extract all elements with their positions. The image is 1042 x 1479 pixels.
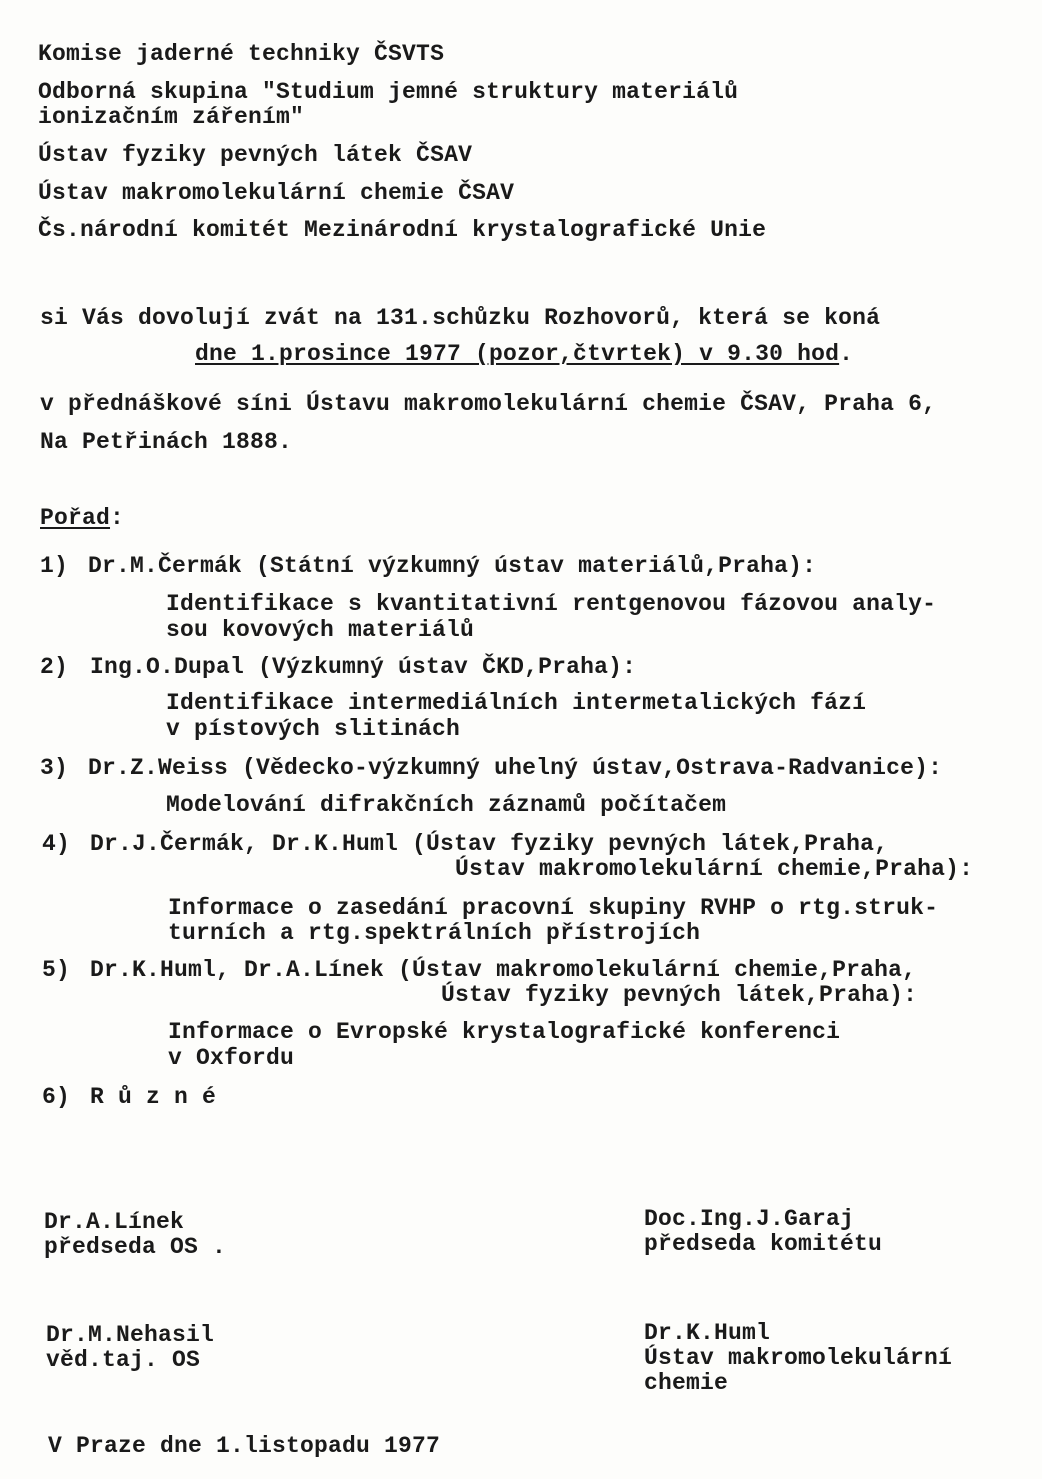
signature-name: Dr.K.Huml [644, 1320, 771, 1346]
signature-role: Ústav makromolekulární [644, 1345, 953, 1371]
program-heading-colon: : [110, 505, 125, 531]
program-item-speaker: Ústav makromolekulární chemie,Praha): [455, 856, 974, 882]
program-item-title: v Oxfordu [168, 1045, 295, 1071]
program-item-speaker: Dr.K.Huml, Dr.A.Línek (Ústav makromolekulární chemie,Praha, [90, 957, 917, 983]
program-item-number: 5) [42, 957, 71, 983]
invitation-line: si Vás dovolují zvát na 131.schůzku Rozhovorů, která se koná [40, 305, 881, 331]
program-item-number: 4) [42, 831, 71, 857]
meeting-address: Na Petřinách 1888. [40, 429, 293, 455]
organizer-line: Ústav makromolekulární chemie ČSAV [38, 180, 515, 206]
program-item-title: v pístových slitinách [166, 716, 461, 742]
program-item-speaker: Dr.Z.Weiss (Vědecko-výzkumný uhelný ústav,Ostrava-Radvanice): [88, 755, 943, 781]
signature-role: předseda OS . [44, 1234, 227, 1260]
program-item-speaker: Ing.O.Dupal (Výzkumný ústav ČKD,Praha): [90, 654, 637, 680]
program-item-speaker: Ústav fyziky pevných látek,Praha): [441, 982, 918, 1008]
organizer-line: ionizačním zářením" [38, 104, 305, 130]
organizer-line: Odborná skupina "Studium jemné struktury materiálů [38, 79, 739, 105]
organizer-line: Čs.národní komitét Mezinárodní krystalografické Unie [38, 217, 767, 243]
program-item-title: turních a rtg.spektrálních přístrojích [168, 920, 701, 946]
meeting-date-text: dne 1.prosince 1977 (pozor,čtvrtek) v 9.30 hod [195, 341, 840, 367]
signature-name: Doc.Ing.J.Garaj [644, 1206, 855, 1232]
program-item-speaker: R ů z n é [90, 1084, 217, 1110]
program-heading-text: Pořad [40, 505, 111, 531]
program-item-number: 1) [40, 553, 69, 579]
program-item-number: 6) [42, 1084, 71, 1110]
organizer-line: Ústav fyziky pevných látek ČSAV [38, 142, 473, 168]
place-date: V Praze dne 1.listopadu 1977 [48, 1433, 441, 1459]
meeting-place: v přednáškové síni Ústavu makromolekulární chemie ČSAV, Praha 6, [40, 391, 937, 417]
meeting-date [195, 343, 853, 366]
program-item-title: Identifikace s kvantitativní rentgenovou fázovou analy- [166, 591, 937, 617]
program-item-speaker: Dr.J.Čermák, Dr.K.Huml (Ústav fyziky pevných látek,Praha, [90, 831, 889, 857]
program-item-title: Informace o Evropské krystalografické konferenci [168, 1019, 841, 1045]
program-item-title: Informace o zasedání pracovní skupiny RVHP o rtg.struk- [168, 895, 939, 921]
program-item-title: Identifikace intermediálních intermetalických fází [166, 690, 867, 716]
signature-role: chemie [644, 1370, 729, 1396]
program-item-number: 3) [40, 755, 69, 781]
meeting-date-end: . [839, 341, 854, 367]
program-item-speaker: Dr.M.Čermák (Státní výzkumný ústav materiálů,Praha): [88, 553, 817, 579]
program-item-title: sou kovových materiálů [166, 617, 475, 643]
signature-role: věd.taj. OS [46, 1347, 201, 1373]
signature-name: Dr.A.Línek [44, 1209, 185, 1235]
program-item-number: 2) [40, 654, 69, 680]
program-heading [40, 507, 124, 530]
program-item-title: Modelování difrakčních záznamů počítačem [166, 792, 727, 818]
signature-role: předseda komitétu [644, 1231, 883, 1257]
organizer-line: Komise jaderné techniky ČSVTS [38, 41, 445, 67]
signature-name: Dr.M.Nehasil [46, 1322, 215, 1348]
